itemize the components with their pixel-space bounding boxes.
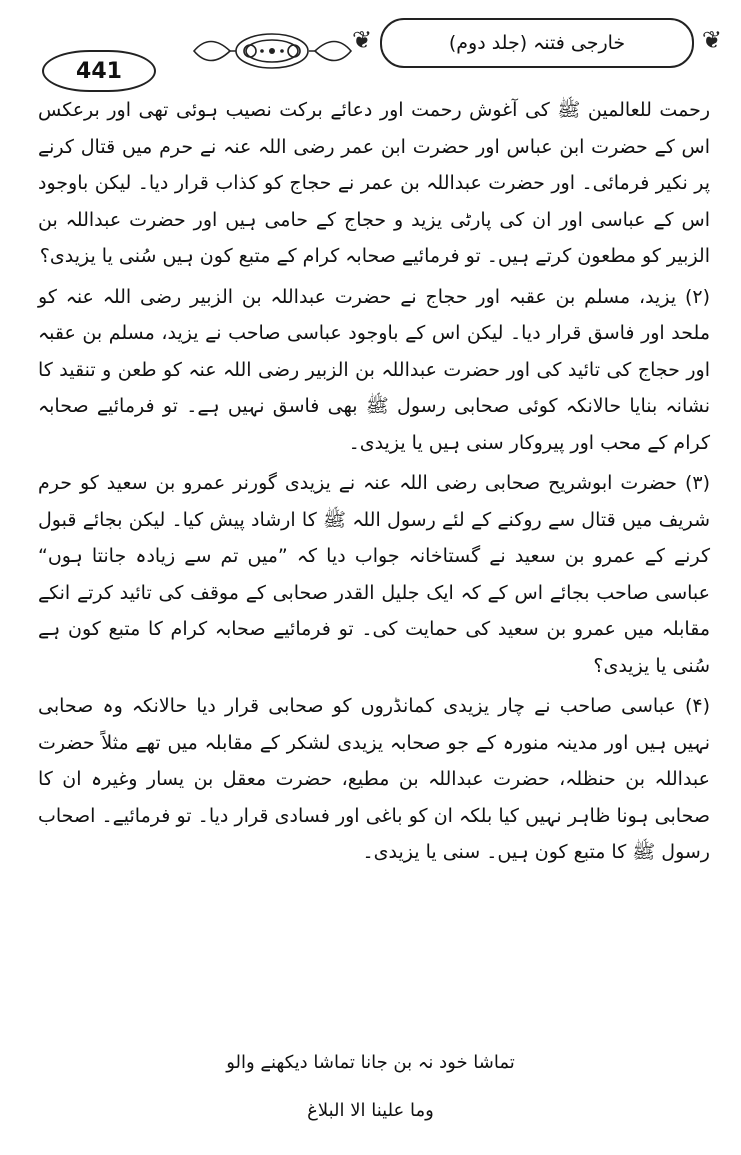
page-number: 441 xyxy=(42,50,156,92)
closing-verse-line-2: وما علینا الا البلاغ xyxy=(307,1100,434,1121)
book-title: ❦ خارجی فتنہ (جلد دوم) ❦ xyxy=(380,18,694,68)
closing-verse-line-1: تماشا خود نہ بن جانا تماشا دیکھنے والو xyxy=(226,1052,515,1073)
paragraph-3: (۳) حضرت ابوشریح صحابی رضی اللہ عنہ نے یزیدی گورنر عمرو بن سعید کو حرم شریف میں قتال سے روکنے کے لئے رسول اللہ ﷺ کا ارشاد پیش کیا۔ لیکن بجائے قبول کرنے کے عمرو بن سعید نے گستاخانہ جواب دیا کہ ”میں تم سے زیادہ جانتا ہوں“ عباسی صاحب بجائے اس کے کہ ایک جلیل القدر صحابی کے موقف کی تائید کرتے انکے مقابلہ میں عمرو بن سعید کی حمایت کی۔ تو فرمائیے صحابہ کرام کا متبع کون ہے سُنی یا یزیدی؟ xyxy=(38,472,710,677)
paragraph-4: (۴) عباسی صاحب نے چار یزیدی کمانڈروں کو صحابی قرار دیا حالانکہ وہ صحابی نہیں ہیں اور مدینہ منورہ کے جو صحابہ یزیدی لشکر کے مقابلہ میں تھے مثلاً حضرت عبداللہ بن حنظلہ، حضرت عبداللہ بن مطیع، حضرت معقل بن یسار وغیرہ ان کا صحابی ہونا ظاہر نہیں کیا بلکہ ان کو باغی اور فسادی قرار دیا۔ تو فرمائیے۔ اصحاب رسول ﷺ کا متبع کون ہیں۔ سنی یا یزیدی۔ xyxy=(38,695,710,863)
page-header xyxy=(0,0,741,90)
ornament-icon xyxy=(190,28,355,74)
paragraph-2: (۲) یزید، مسلم بن عقبہ اور حجاج نے حضرت عبداللہ بن الزبیر رضی اللہ عنہ کو ملحد اور فاسق قرار دیا۔ لیکن اس کے باوجود عباسی صاحب نے یزید، مسلم بن عقبہ اور حجاج کی تائید کی اور حضرت عبداللہ بن الزبیر رضی اللہ عنہ کو طعن و تنقید کا نشانہ بنایا حالانکہ کوئی صحابی رسول ﷺ بھی فاسق نہیں ہے۔ تو فرمائیے صحابہ کرام کے محب اور پیروکار سنی ہیں یا یزیدی۔ xyxy=(38,285,710,454)
page-body xyxy=(38,92,710,871)
paragraph-1: رحمت للعالمین ﷺ کی آغوش رحمت اور دعائے برکت نصیب ہوئی تھی اور برعکس اس کے حضرت ابن عباس اور حضرت ابن عمر رضی اللہ عنہ نے حرم میں قتال کرنے پر نکیر فرمائی۔ اور حضرت عبداللہ بن عمر نے حجاج کو کذاب قرار دیا۔ لیکن باوجود اس کے عباسی اور ان کی پارٹی یزید و حجاج کے حامی ہیں اور حضرت عبداللہ بن الزبیر کو مطعون کرتے ہیں۔ تو فرمائیے صحابہ کرام کے متبع کون ہیں سُنی یا یزیدی؟ xyxy=(38,99,710,267)
